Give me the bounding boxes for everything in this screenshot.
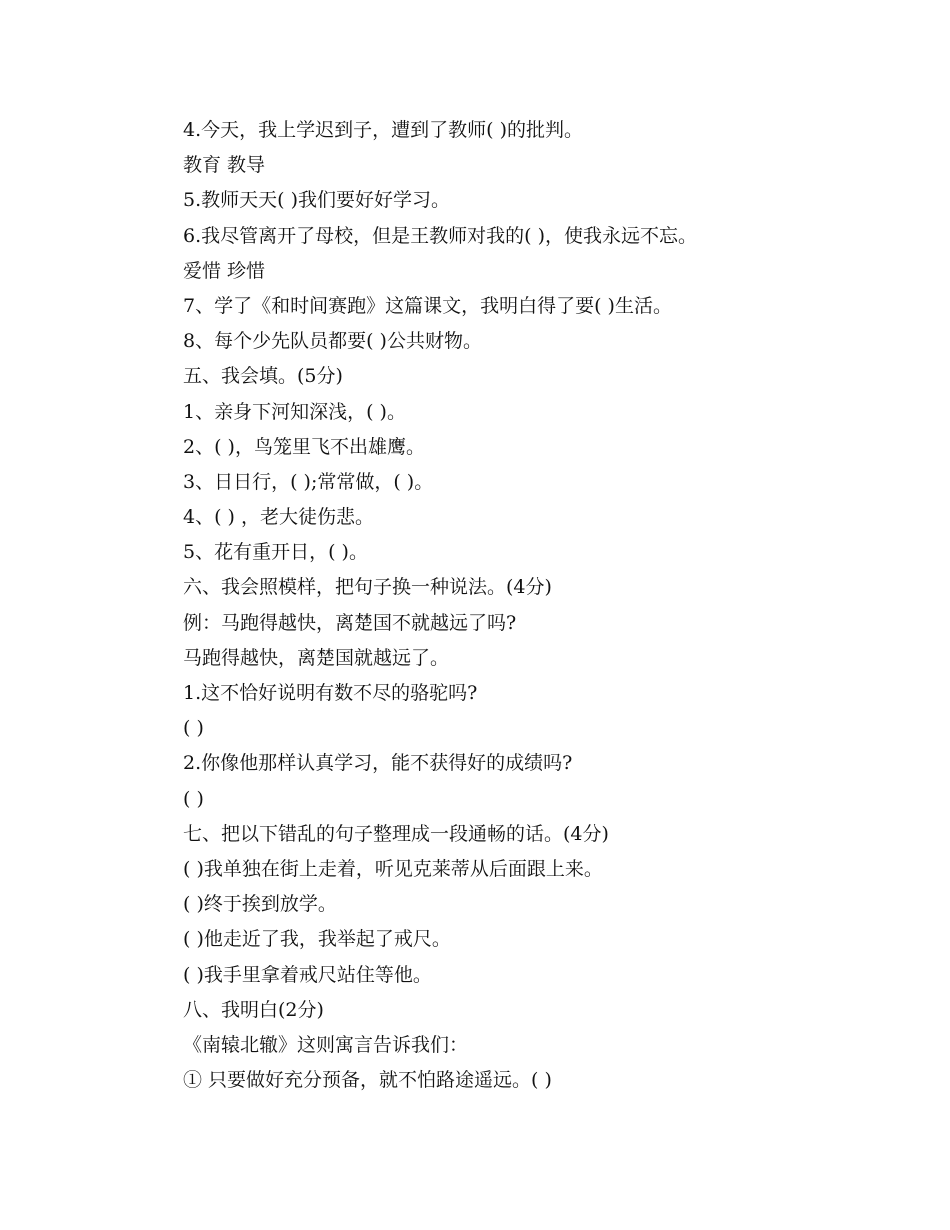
word-choices-line: 教育 教导 (183, 154, 266, 177)
rewrite-item-1: 1.这不恰好说明有数不尽的骆驼吗? (183, 682, 478, 704)
section-6-heading: 六、我会照模样，把句子换一种说法。(4分) (183, 576, 552, 599)
fill-item-3: 3、日日行，( );常常做，( )。 (183, 470, 434, 493)
fable-prompt-line: 《南辕北辙》这则寓言告诉我们： (183, 1033, 469, 1056)
question-8-line: 8、每个少先队员都要( )公共财物。 (183, 330, 482, 353)
section-7-heading: 七、把以下错乱的句子整理成一段通畅的话。(4分) (183, 822, 609, 845)
answer-blank: ( ) (183, 717, 204, 740)
question-5-line: 5.教师天天( )我们要好好学习。 (183, 189, 450, 212)
order-item: ( )我单独在街上走着，听见克莱蒂从后面跟上来。 (183, 857, 603, 880)
section-5-heading: 五、我会填。(5分) (183, 365, 343, 388)
word-choices-line: 爱惜 珍惜 (183, 259, 266, 282)
question-4-line: 4.今天，我上学迟到子，遭到了教师( )的批判。 (183, 119, 583, 141)
order-item: ( )终于挨到放学。 (183, 893, 337, 916)
answer-blank: ( ) (183, 787, 204, 810)
option-1-line: ① 只要做好充分预备，就不怕路途遥远。( ) (183, 1069, 552, 1092)
rewrite-item-2: 2.你像他那样认真学习，能不获得好的成绩吗? (183, 752, 573, 775)
question-6-line: 6.我尽管离开了母校，但是王教师对我的( )，使我永远不忘。 (183, 224, 697, 247)
example-line: 例：马跑得越快，离楚国不就越远了吗? (183, 611, 517, 634)
fill-item-1: 1、亲身下河知深浅，( )。 (183, 400, 406, 423)
fill-item-5: 5、花有重开日，( )。 (183, 541, 368, 564)
fill-item-2: 2、( )，鸟笼里飞不出雄鹰。 (183, 435, 425, 458)
order-item: ( )我手里拿着戒尺站住等他。 (183, 963, 432, 986)
question-7-line: 7、学了《和时间赛跑》这篇课文，我明白得了要( )生活。 (183, 294, 672, 317)
order-item: ( )他走近了我，我举起了戒尺。 (183, 928, 451, 951)
fill-item-4: 4、( ) ，老大徒伤悲。 (183, 506, 374, 529)
section-8-heading: 八、我明白(2分) (183, 998, 324, 1021)
document-body (183, 113, 883, 1098)
example-answer-line: 马跑得越快，离楚国就越远了。 (183, 646, 450, 669)
